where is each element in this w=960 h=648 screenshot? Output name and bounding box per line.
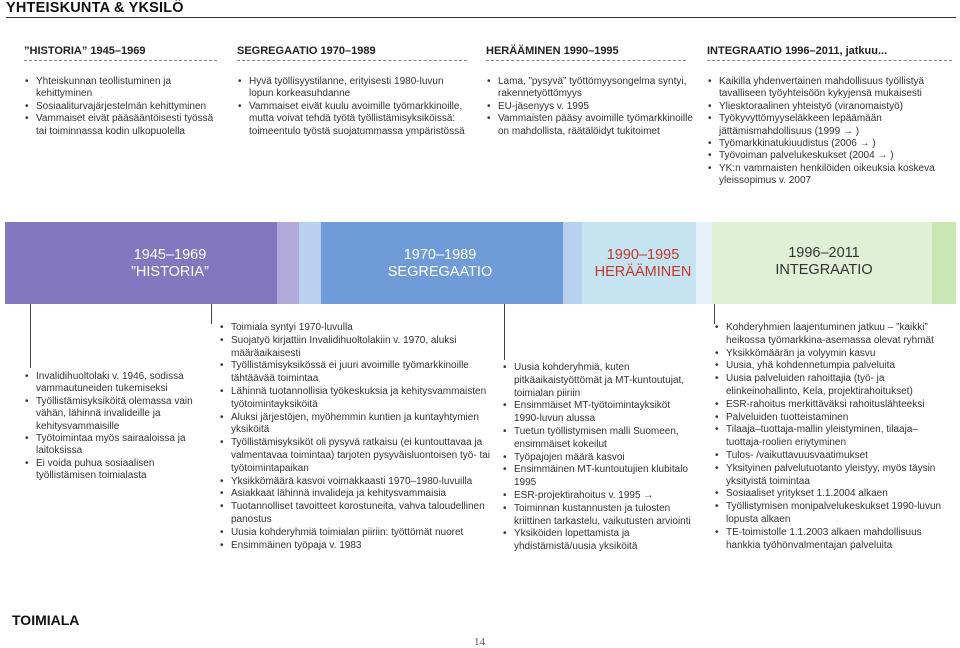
era-name: ”HISTORIA” [131,264,209,280]
society-list-segregaatio [237,76,469,138]
list-item: • Ensimmäinen MT-kuntoutujien klubitalo 1995 [502,464,698,490]
list-item: • ESR-rahoitus merkittäväksi rahoituslähteeksi [714,399,954,412]
list-item: • Vammaiset eivät kuulu avoimille työmarkkinoille, mutta voivat tehdä työtä työllistämisyksiköissä: toimeentulo työstä suojatummassa ympäristössä [237,101,469,138]
list-item: • Ei voida puhua sosiaalisen työllistämisen toimialasta [24,458,202,483]
list-item: • Yksityinen palvelutuotanto yleistyy, myös täysin yksityistä toimintaa [714,463,954,489]
list-item: • Toimiala syntyi 1970-luvulla [219,322,494,335]
list-item: • YK:n vammaisten henkilöiden oikeuksia koskeva yleissopimus v. 2007 [707,163,955,188]
column-heading-historia: ”HISTORIA” 1945–1969 [24,45,146,57]
column-heading-integraatio: INTEGRAATIO 1996–2011, jatkuu... [707,45,888,57]
list-item: • Uusia, yhä kohdennetumpia palveluita [714,360,954,373]
list-item: • Suojatyö kirjattiin Invalidihuoltolakiin v. 1970, aluksi määräaikaisesti [219,335,494,361]
list-item: • Sosiaaliset yritykset 1.1.2004 alkaen [714,488,954,501]
society-list-historia [24,76,220,138]
list-item: • Työpajojen määrä kasvoi [502,452,698,465]
list-item: • Yksikkömäärän ja volyymin kasvu [714,348,954,361]
list-item: • Työkyvyttömyyseläkkeen lepäämään jättämismahdollisuus (1999 → ) [707,113,955,138]
list-item: • Kaikilla yhdenvertainen mahdollisuus työllistyä tavalliseen työyhteisöön kykyjensä mukaisesti [707,76,955,101]
list-item: • Työllistämisyksiköt oli pysyvä ratkaisu (ei kuntouttavaa ja valmentavaa toimintaa) tarjoten pysyväisluontoisen työ- tai työtoimintapaikan [219,437,494,475]
connector-line [211,304,212,324]
era-name: INTEGRAATIO [775,262,873,278]
list-item: • Ensimmäiset MT-työtoimintayksiköt 1990-luvun alussa [502,400,698,426]
list-item: • Kohderyhmien laajentuminen jatkuu – ”kaikki” heikossa työmarkkina-asemassa olevat ryhmät [714,322,954,348]
column-divider [707,60,952,61]
list-item: • Uusia kohderyhmiä toimialan piiriin: työttömät nuoret [219,527,494,540]
list-item: • Lähinnä tuotannollisia työkeskuksia ja kehitysvammaisten työtoimintayksiköitä [219,386,494,412]
list-item: • Työllistämisyksikössä ei juuri avoimille työmarkkinoille tähtäävää toimintaa [219,360,494,386]
band-historia-accent [277,222,299,304]
band-integraatio-accent [932,222,956,304]
column-heading-segregaatio: SEGREGAATIO 1970–1989 [237,45,376,57]
list-item: • Tuotannolliset tavoitteet korostuneita, vahva taloudellinen panostus [219,501,494,527]
era-years: 1945–1969 [133,247,207,263]
list-item: • Tulos- /vaikuttavuusvaatimukset [714,450,954,463]
list-item: • TE-toimistolle 1.1.2003 alkaen mahdollisuus hankkia työhönvalmentajan palveluita [714,527,954,553]
era-label-historia [70,247,270,281]
list-item: • Yksiköiden lopettamista ja yhdistämistä/uusia yksiköitä [502,528,698,554]
list-item: • Yksikkömäärä kasvoi voimakkaasti 1970–1980-luvuilla [219,476,494,489]
band-segregaatio-accent [299,222,321,304]
toimiala-list-heraaminen [502,362,698,554]
era-years: 1970–1989 [403,247,477,263]
era-years: 1996–2011 [788,245,860,261]
list-item: • Aluksi järjestöjen, myöhemmin kuntien ja kuntayhtymien yksiköitä [219,412,494,438]
era-name: SEGREGAATIO [387,264,493,280]
society-list-heraaminen [486,76,698,138]
list-item: • Työllistämisyksiköitä olemassa vain vähän, lähinnä invalideille ja kehitysvammaisille [24,396,202,433]
list-item: • Tilaaja–tuottaja-mallin yleistyminen, tilaaja–tuottaja-roolien eriytyminen [714,424,954,450]
list-item: • Ensimmäinen työpaja v. 1983 [219,540,494,553]
list-item: • Tuetun työllistymisen malli Suomeen, ensimmäiset kokeilut [502,426,698,452]
list-item: • Työtoimintaa myös sairaaloissa ja laitoksissa [24,433,202,458]
list-item: • Työmarkkinatukiuudistus (2006 → ) [707,138,955,150]
list-item: • Palveluiden tuotteistaminen [714,412,954,425]
list-item: • Asiakkaat lähinnä invalideja ja kehitysvammaisia [219,488,494,501]
era-label-heraaminen [580,247,706,281]
page-number: 14 [474,636,485,648]
list-item: • Uusia palveluiden rahoittajia (työ- ja elinkeinohallinto, Kela, projektirahoitukset) [714,373,954,399]
list-item: • Lama, ”pysyvä” työttömyysongelma syntyi, rakennetyöttömyys [486,76,698,101]
list-item: • Vammaiset eivät pääsääntöisesti työssä tai toiminnassa kodin ulkopuolella [24,113,220,138]
era-name: HERÄÄMINEN [594,264,692,280]
list-item: • Työllistymisen monipalvelukeskukset 1990-luvun lopusta alkaen [714,501,954,527]
era-label-segregaatio [340,247,540,281]
column-divider [24,60,217,61]
toimiala-list-integraatio [714,322,954,552]
list-item: • Toiminnan kustannusten ja tulosten kriittinen tarkastelu, vaikutusten arviointi [502,503,698,529]
list-item: • Hyvä työllisyystilanne, erityisesti 1980-luvun lopun korkeasuhdanne [237,76,469,101]
list-item: • Työvoiman palvelukeskukset (2004 → ) [707,150,955,162]
column-heading-heraaminen: HERÄÄMINEN 1990–1995 [486,45,619,57]
connector-line [504,304,505,360]
list-item: • Vammaisten pääsy avoimille työmarkkinoille on mahdollista, räätälöidyt tukitoimet [486,113,698,138]
era-years: 1990–1995 [606,247,680,263]
list-item: • Invalidihuoltolaki v. 1946, sodissa vammautuneiden tukemiseksi [24,371,202,396]
society-list-integraatio [707,76,955,188]
list-item: • Yliesktoraalinen yhteistyö (viranomaistyö) [707,101,955,113]
connector-line [714,304,715,324]
connector-line [30,304,31,368]
title-rule [6,17,956,18]
page-title: YHTEISKUNTA & YKSILÖ [6,0,184,16]
list-item: • Uusia kohderyhmiä, kuten pitkäaikaistyöttömät ja MT-kuntoutujat, toimialan piiriin [502,362,698,400]
column-divider [486,60,686,61]
column-divider [237,60,467,61]
list-item: • Yhteiskunnan teollistuminen ja kehittyminen [24,76,220,101]
list-item: • ESR-projektirahoitus v. 1995 → [502,490,698,503]
list-item: • Sosiaaliturvajärjestelmän kehittyminen [24,101,220,113]
era-label-integraatio [724,245,924,279]
list-item: • EU-jäsenyys v. 1995 [486,101,698,113]
toimiala-list-segregaatio [219,322,494,552]
toimiala-list-historia [24,371,202,483]
section-label-toimiala: TOIMIALA [12,612,80,628]
